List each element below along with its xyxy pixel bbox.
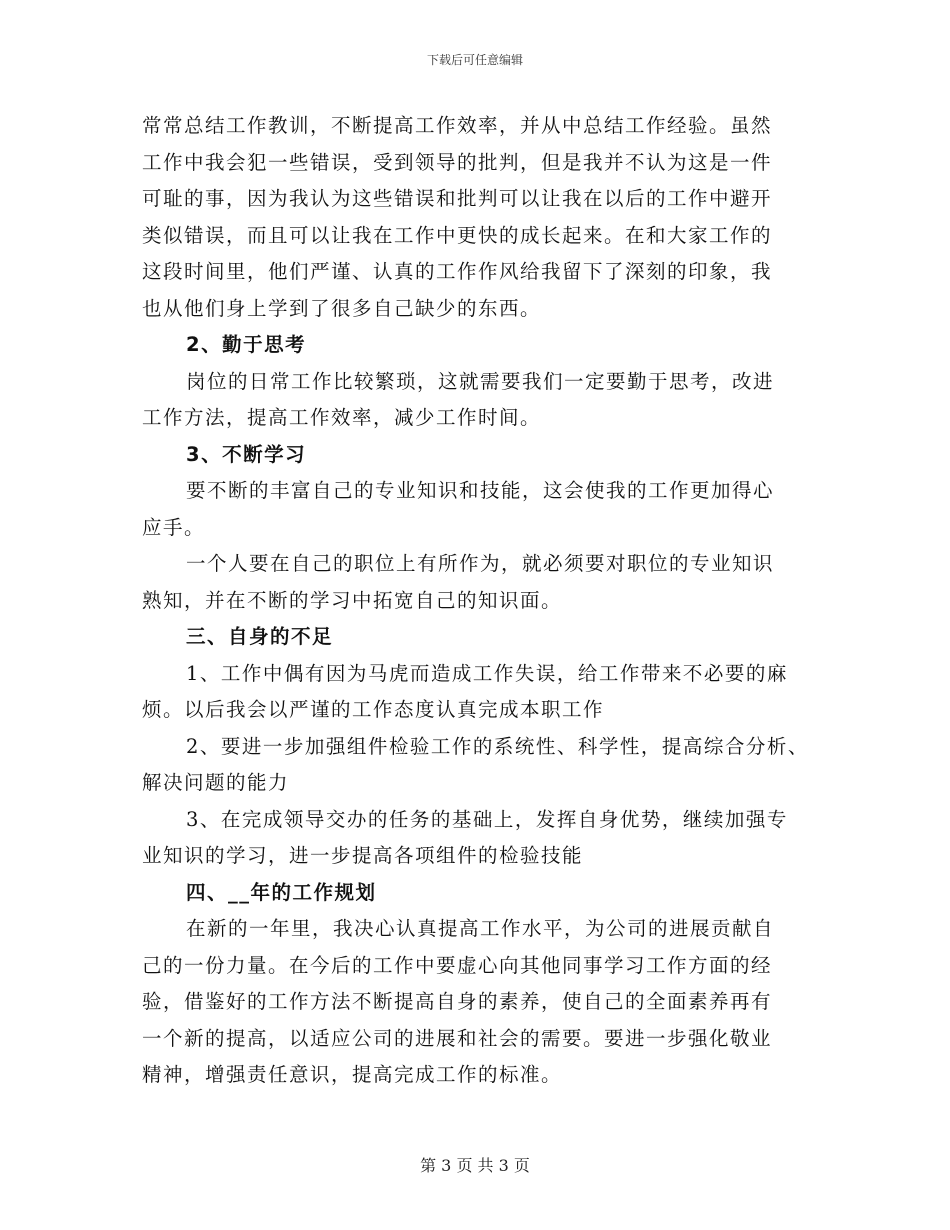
section-heading: 三、自身的不足 — [186, 625, 334, 648]
body-line: 解决问题的能力 — [142, 771, 290, 794]
body-line: 常常总结工作教训，不断提高工作效率，并从中总结工作经验。虽然 — [142, 114, 773, 137]
document-body — [142, 108, 842, 1094]
body-line: 1、工作中偶有因为马虎而造成工作失误，给工作带来不必要的麻 — [186, 661, 788, 685]
body-line: 在新的一年里，我决心认真提高工作水平，为公司的进展贡献自 — [186, 917, 775, 940]
body-line: 岗位的日常工作比较繁琐，这就需要我们一定要勤于思考，改进 — [186, 369, 775, 393]
body-line: 也从他们身上学到了很多自己缺少的东西。 — [142, 296, 542, 320]
body-line: 业知识的学习，进一步提高各项组件的检验技能 — [142, 844, 584, 867]
body-line: 烦。以后我会以严谨的工作态度认真完成本职工作 — [142, 698, 605, 721]
body-line: 要不断的丰富自己的专业知识和技能，这会使我的工作更加得心 — [186, 479, 775, 502]
body-line: 2、要进一步加强组件检验工作的系统性、科学性，提高综合分析、 — [186, 734, 809, 758]
body-line: 一个新的提高，以适应公司的进展和社会的需要。要进一步强化敬业 — [142, 1026, 773, 1050]
body-line: 精神，增强责任意识，提高完成工作的标准。 — [142, 1063, 563, 1086]
body-line: 3、在完成领导交办的任务的基础上，发挥自身优势，继续加强专 — [186, 807, 788, 831]
body-line: 工作方法，提高工作效率，减少工作时间。 — [142, 406, 542, 429]
section-heading: 2、勤于思考 — [186, 333, 307, 356]
body-line: 己的一份力量。在今后的工作中要虚心向其他同事学习工作方面的经 — [142, 953, 773, 977]
section-heading: 四、__年的工作规划 — [186, 880, 377, 904]
page-footer: 第 3 页 共 3 页 — [420, 1156, 530, 1175]
body-line: 工作中我会犯一些错误，受到领导的批判，但是我并不认为这是一件 — [142, 150, 773, 174]
body-line: 验，借鉴好的工作方法不断提高自身的素养，使自己的全面素养再有 — [142, 990, 773, 1013]
body-line: 类似错误，而且可以让我在工作中更快的成长起来。在和大家工作的 — [142, 223, 773, 247]
body-line: 这段时间里，他们严谨、认真的工作作风给我留下了深刻的印象，我 — [142, 260, 773, 283]
body-line: 应手。 — [142, 515, 206, 539]
body-line: 可耻的事，因为我认为这些错误和批判可以让我在以后的工作中避开 — [142, 187, 773, 210]
body-line: 熟知，并在不断的学习中拓宽自己的知识面。 — [142, 588, 563, 612]
section-heading: 3、不断学习 — [186, 442, 307, 466]
page-header: 下载后可任意编辑 — [426, 53, 523, 67]
body-line: 一个人要在自己的职位上有所作为，就必须要对职位的专业知识 — [186, 552, 775, 575]
